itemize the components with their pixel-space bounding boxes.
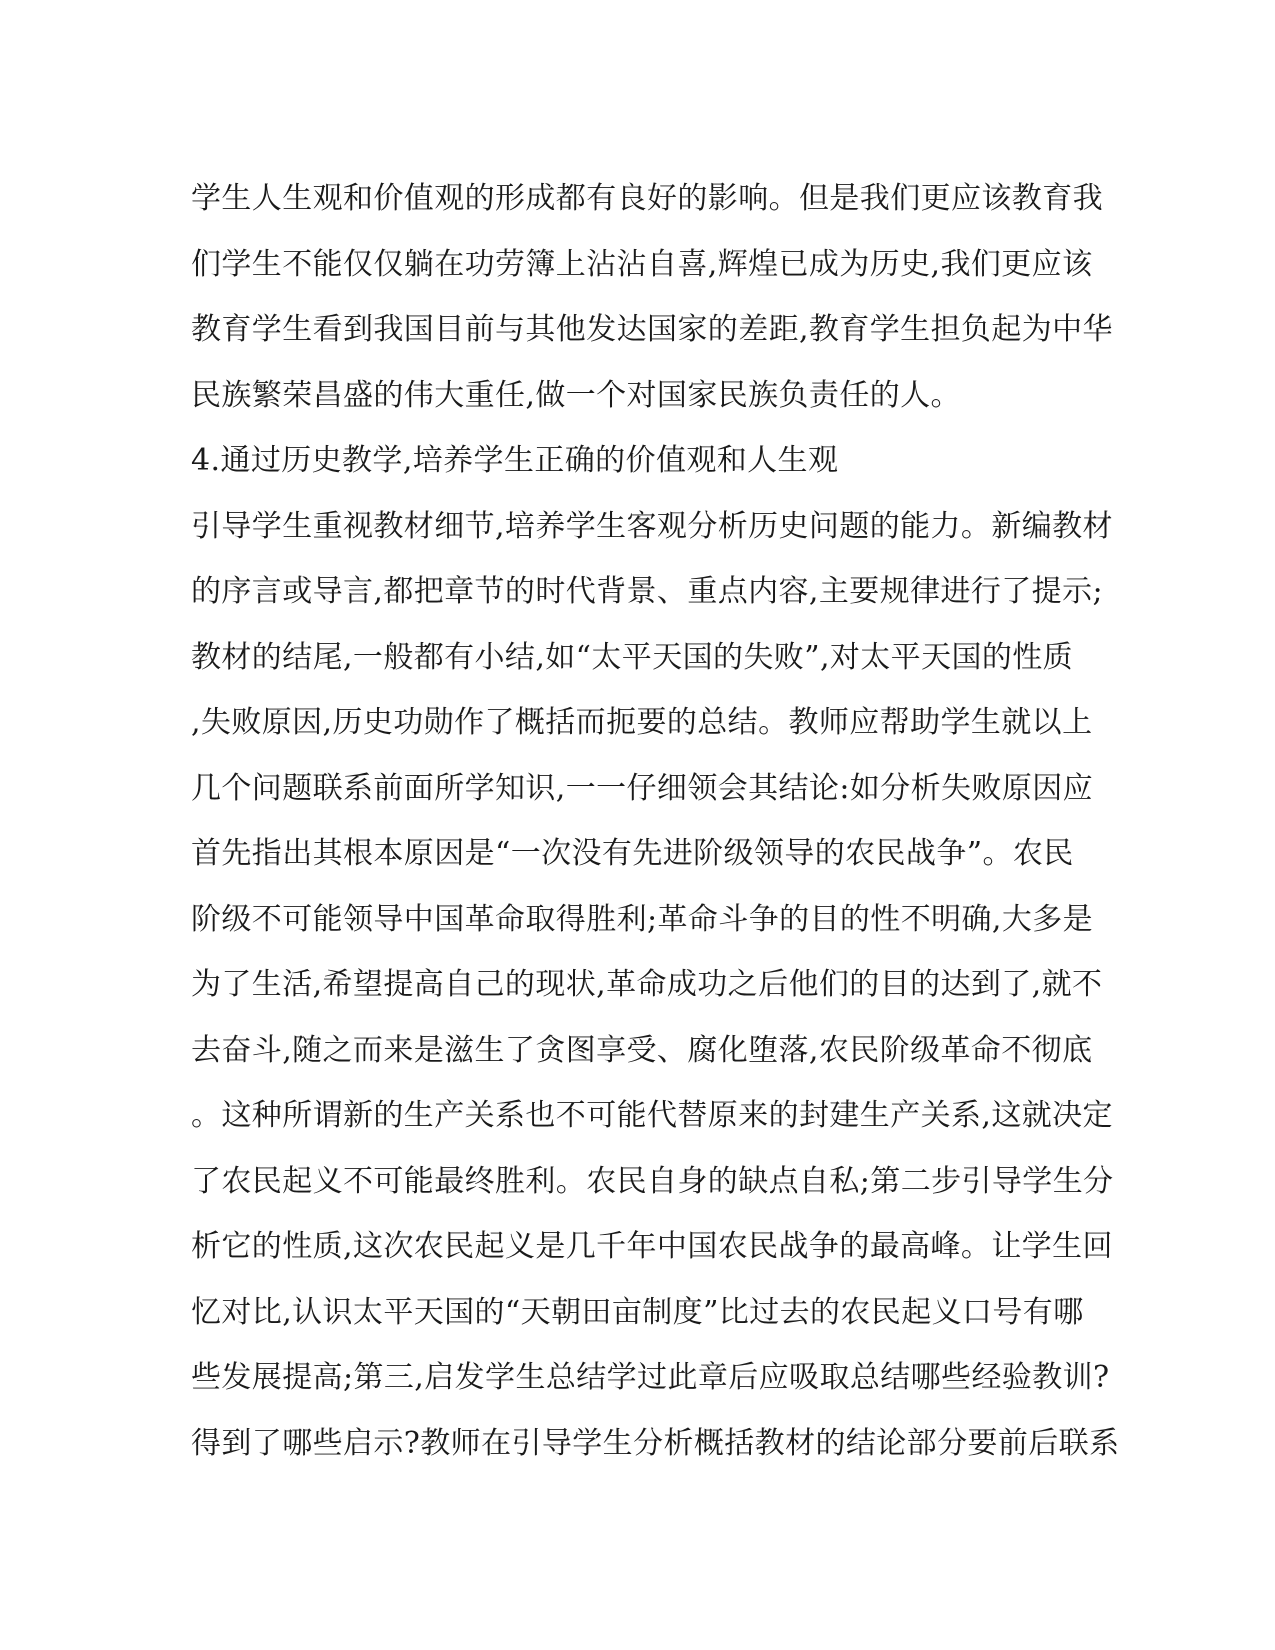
body-text (191, 166, 1120, 1476)
text-line: 析它的性质,这次农民起义是几千年中国农民战争的最高峰。让学生回 (191, 1229, 1113, 1264)
text-line: 引导学生重视教材细节,培养学生客观分析历史问题的能力。新编教材 (191, 508, 1113, 544)
text-line: 民族繁荣昌盛的伟大重任,做一个对国家民族负责任的人。 (191, 377, 961, 413)
text-line: 些发展提高;第三,启发学生总结学过此章后应吸取总结哪些经验教训? (191, 1360, 1110, 1395)
text-line: 的序言或导言,都把章节的时代背景、重点内容,主要规律进行了提示; (191, 574, 1103, 609)
text-line: 了农民起义不可能最终胜利。农民自身的缺点自私;第二步引导学生分 (191, 1163, 1114, 1199)
text-line: 首先指出其根本原因是“一次没有先进阶级领导的农民战争”。农民 (191, 836, 1074, 871)
text-line: 几个问题联系前面所学知识,一一仔细领会其结论:如分析失败原因应 (191, 770, 1094, 806)
text-line: 得到了哪些启示?教师在引导学生分析概括教材的结论部分要前后联系 (191, 1425, 1120, 1461)
text-line: 们学生不能仅仅躺在功劳簿上沾沾自喜,辉煌已成为历史,我们更应该 (191, 246, 1093, 282)
text-line: 。这种所谓新的生产关系也不可能代替原来的封建生产关系,这就决定 (191, 1098, 1113, 1133)
text-line: 为了生活,希望提高自己的现状,革命成功之后他们的目的达到了,就不 (191, 967, 1103, 1002)
text-line: 去奋斗,随之而来是滋生了贪图享受、腐化堕落,农民阶级革命不彻底 (191, 1032, 1093, 1068)
text-line: ,失败原因,历史功勋作了概括而扼要的总结。教师应帮助学生就以上 (191, 705, 1093, 740)
text-line: 忆对比,认识太平天国的“天朝田亩制度”比过去的农民起义口号有哪 (191, 1294, 1084, 1330)
text-line: 教材的结尾,一般都有小结,如“太平天国的失败”,对太平天国的性质 (191, 639, 1074, 675)
text-line: 阶级不可能领导中国革命取得胜利;革命斗争的目的性不明确,大多是 (191, 901, 1094, 937)
text-line: 学生人生观和价值观的形成都有良好的影响。但是我们更应该教育我 (191, 181, 1103, 216)
text-line: 教育学生看到我国目前与其他发达国家的差距,教育学生担负起为中华 (191, 312, 1113, 347)
section-heading: 4.通过历史教学,培养学生正确的价值观和人生观 (191, 443, 839, 478)
